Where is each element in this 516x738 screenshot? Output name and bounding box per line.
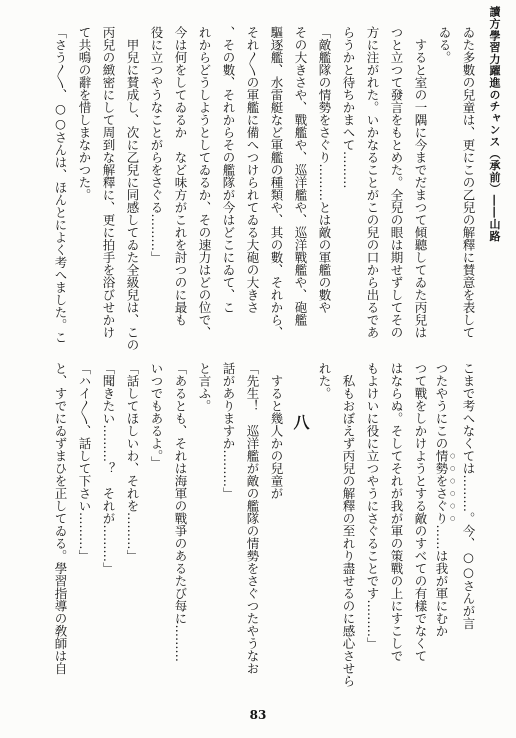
upper-column: 、その數、それからその艦隊が今はどこにゐて、こ [221,26,236,314]
upper-column: 役に立つやうなことがらをさぐる………」 [149,26,164,264]
running-head: 讀方學習力躍進のチャンス（承前）――山路 [488,6,501,242]
upper-column: 丙兒の緻密にして周到な解釋に、更に拍手を浴びせかけ [101,26,116,339]
lower-column: 「先生！ 巡洋艦が敵の艦隊の情勢をさぐつたやうなお [245,362,260,675]
section-number: 八 [291,414,310,430]
lower-column: いつでもあるよ。」 [149,362,164,469]
lower-column: 話がありますか………」 [221,362,236,500]
upper-column: 方に注がれた。いかなることがこの兒の口から出るであ [365,26,380,339]
upper-column: れからどうしようとしてゐるか、その速力はどの位で、 [197,26,212,339]
upper-column: ゐる。 [437,26,452,64]
lower-column: つて戰をしかけようとする敵のすべての有樣でなくて [413,362,428,662]
upper-column: らうかと待ちかまへて……… [341,26,356,189]
upper-column: て共鳴の辭を惜しまなかつた。 [77,26,92,201]
lower-column: と、すでにゐずまひを正してゐる。學習指導の敎師は自 [53,362,68,675]
lower-column [432,362,456,702]
upper-column: 今は何をしてゐるか など味方がこれを討つのに最も [173,26,188,326]
upper-column: すると室の一隅に今までだまつて傾聽してゐた丙兒は [413,26,428,339]
lower-column: 私もおぼえず丙兒の解釋の至れり盡せるのに感心させら [341,362,356,687]
upper-text-block [48,26,480,356]
lower-column: れた。 [317,362,332,400]
upper-column: 「敵艦隊の情勢をさぐり………とは敵の軍艦の數や [317,26,332,314]
lower-text-block [48,362,480,702]
column-text: つたやうにこの [434,362,449,450]
upper-column: その大きさや、戰艦や、巡洋艦や、巡洋戰艦や、砲艦 [293,26,308,326]
column-text: ……は我が軍にむか [434,524,449,637]
upper-column: 「さう〳〵、○○さんは、ほんとによく考へました。こ [53,26,68,344]
upper-column: それ〳〵の軍艦に備へつけられてゐる大砲の大きさ [245,26,260,314]
lower-column: と言ふ。 [197,362,212,412]
lower-column: すると幾人かの兒童が [269,362,284,500]
page-number: 83 [249,708,267,722]
lower-column: もよけいに役に立つやうにさぐることです………」 [365,362,380,650]
lower-column: 「話してほしいわ、それを………」 [125,362,140,562]
lower-column: 「あるとも、それは海軍の戰爭のあるたび每に……… [173,362,188,662]
upper-column: 甲兒に賛成し、次に乙兒に同感してゐた全級兒は、この [125,26,140,351]
upper-column: ゐた多數の兒童は、更にこの乙兒の解釋に賛意を表して [461,26,476,339]
upper-column: つと立つて發言をもとめた。全兒の眼は期せずしてその [389,26,404,339]
upper-column: 驅逐艦、水雷艇など軍艦の種類や、其の數、それから、 [269,26,284,339]
lower-column: 「聞きたい………？ それが………」 [101,362,116,575]
lower-column: こまで考へなくては………。今、○○さんが言 [461,362,476,630]
lower-column: はならぬ。そしてそれが我が軍の策戰の上にすこしで [389,362,404,662]
emphasis-text: 情勢をさぐり [434,449,449,525]
lower-column: 「ハイ〳〵、話して下さい………」 [77,362,92,562]
